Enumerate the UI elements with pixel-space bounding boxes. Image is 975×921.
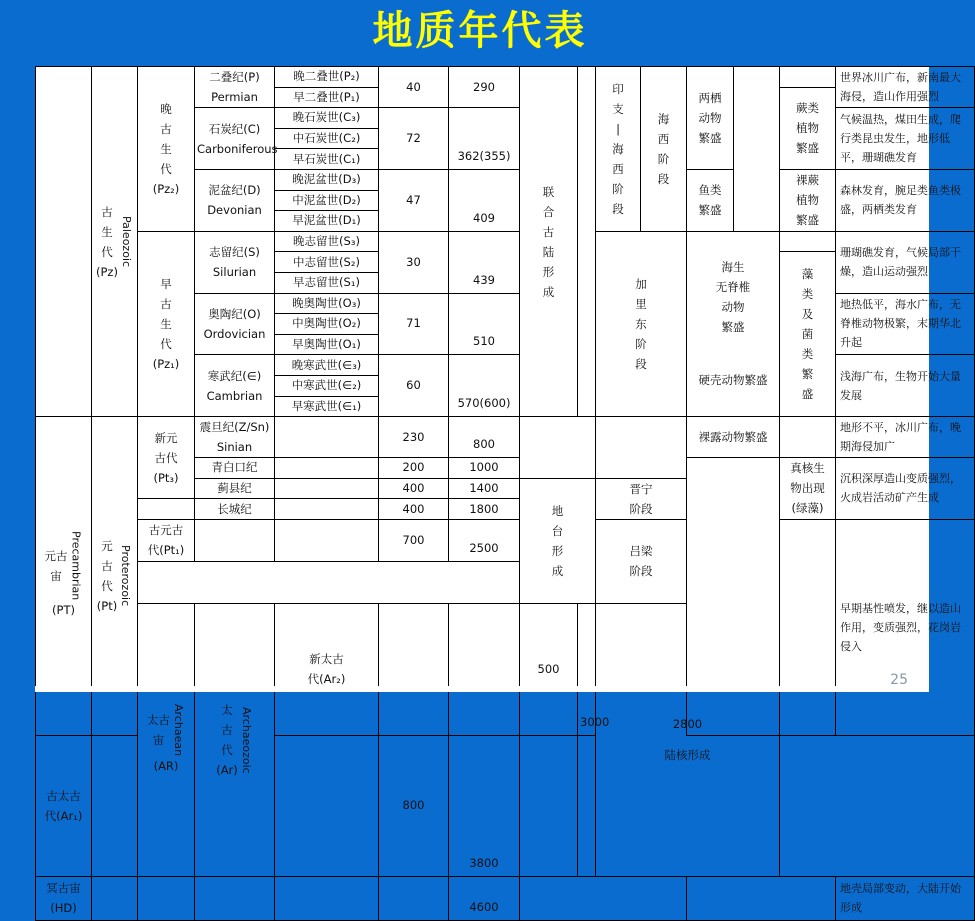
desc-cambrian: 浅海广布，生物开始大量发展 [836,355,975,417]
eon-abbr-hadean: (HD) [50,901,77,916]
era-hadean-blank [92,876,138,920]
plant-cell-top [780,67,836,88]
era-archaeozoic [195,603,275,876]
geologic-time-table-container [35,66,961,916]
period-paleoproterozoic-blank [195,519,275,561]
plant-algae: 藻 类 及 菌 类 繁 盛 [780,252,836,417]
age-paleoproterozoic: 2500 [449,519,520,561]
tectonic-jinning: 晋宁 阶段 [596,478,687,519]
animal-naked: 裸露动物繁盛 [687,417,780,458]
sub-era-late-paleozoic: 晚 古 生 代 (Pz₂) [138,67,195,232]
desc-devonian: 森林发育，腕足类鱼类极盛，两栖类发育 [836,169,975,231]
duration-cambrian: 60 [379,355,449,417]
geologic-time-table [35,66,975,921]
slide-title: 地质年代表 [372,8,588,54]
sub-era-hadean-blank [138,876,195,920]
eon-label-proterozoic: 元古 宙 [44,548,68,583]
age-sinian: 800 [449,417,520,458]
epoch-c2: 中石炭世(C₂) [275,128,379,149]
eon-hadean [36,876,92,920]
period-jixian: 蓟县纪 [195,478,275,499]
desc-sinian: 地形不平，冰川广布，晚期海侵加广 [836,417,975,458]
tectonic-caledonian: 加 里 东 阶 段 [596,231,687,416]
era-label-proterozoic: 元 古 代 (Pt) [96,538,118,613]
epoch-d3: 晚泥盆世(D₃) [275,169,379,190]
eon-archaean [138,603,195,876]
period-hadean-blank [195,876,275,920]
life-hadean-blank [687,876,836,920]
age-ordovician: 510 [449,293,520,355]
epoch-d1: 早泥盆世(D₁) [275,211,379,232]
sub-era-paleoarchean: 古太古 代(Ar₁) [36,735,92,876]
sub-era-early-paleozoic: 早 古 生 代 (Pz₁) [138,231,195,416]
period-changcheng: 长城纪 [195,499,275,520]
epoch-c3: 晚石炭世(C₃) [275,108,379,129]
era-latin-proterozoic: Proterozoic [119,545,133,607]
duration-jixian: 400 [379,478,449,499]
animal-invertebrates: 海生 无脊椎 动物 繁盛 [715,260,751,335]
tectonic-luliang: 吕梁 阶段 [596,519,687,603]
epoch-qingbaikou-blank [275,458,379,479]
sub-era-mesoproterozoic-lower [138,499,195,520]
epoch-p2: 晚二叠世(P₂) [275,67,379,88]
page-number: 25 [890,672,908,688]
sub-era-neoarchean: 新太古 代(Ar₂) [275,603,379,735]
plant-psilophytes: 裸蕨 植物 繁盛 [780,169,836,231]
eon-label-hadean: 冥古宙 [46,881,81,896]
tectonic-nucleus-age: 2800 [672,716,703,731]
eon-latin-proterozoic: Precambrian [69,531,83,601]
age-paleoarchean: 3800 [449,735,520,876]
desc-hadean: 地壳局部变动，大陆开始形成 [836,876,975,920]
plant-eukaryotes: 真核生 物出现 (绿藻) [780,458,836,520]
epoch-changcheng-blank [275,499,379,520]
sub-era-paleoproterozoic: 古元古 代(Pt₁) [138,519,195,561]
tectonic-pangea: 联 合 古 陆 形 成 [520,67,578,417]
age-jixian: 1400 [449,478,520,499]
epoch-s1: 早志留世(S₁) [275,272,379,293]
tectonic-hadean-blank [520,876,687,920]
table-bottom-strip [35,686,929,692]
tectonic-variscan: 海 西 阶 段 [641,67,687,232]
animal-amphibians: 两栖 动物 繁盛 [687,67,734,170]
epoch-neoarchean-blank [449,603,520,735]
period-silurian: 志留纪(S) Silurian [195,231,275,293]
eon-abbr-archaean: (AR) [153,758,179,773]
duration-neoarchean: 500 [520,603,578,735]
epoch-jixian-blank [275,478,379,499]
desc-permian: 世界冰川广布，新南最大海侵，造山作用强烈 [836,67,975,108]
epoch-e3: 晚寒武世(∈₃) [275,355,379,376]
sub-era-neoproterozoic: 新元 古代 (Pt₃) [138,417,195,499]
tectonic-indosinian-variscan: 印 支 | 海 西 阶 段 [596,67,641,232]
animal-fishes: 鱼类 繁盛 [687,169,734,231]
animal-shelled: 硬壳动物繁盛 [698,373,768,388]
period-carboniferous: 石炭纪(C) Carboniferous [195,108,275,170]
epoch-o1: 早奥陶世(O₁) [275,334,379,355]
epoch-e1: 早寒武世(∈₁) [275,396,379,417]
era-label-paleozoic: 古 生 代 (Pz) [96,204,118,279]
period-cambrian: 寒武纪(∈) Cambrian [195,355,275,417]
period-paleoarchean-blank [92,735,138,876]
tectonic-nucleus: 陆核形成 [664,747,711,762]
table-row [36,231,975,252]
age-devonian: 409 [449,169,520,231]
plant-gap-mid [780,519,836,735]
epoch-paleoarchean-blank [275,735,379,876]
tectonic-platform: 地 台 形 成 [520,478,596,603]
plant-gap-lower [780,417,836,458]
table-row [36,417,975,458]
eon-latin-archaean: Archaean [172,703,185,756]
tectonic-nucleus-cell [596,603,780,876]
age-changcheng: 1800 [449,499,520,520]
epoch-o3: 晚奥陶世(O₃) [275,293,379,314]
epoch-s3: 晚志留世(S₃) [275,231,379,252]
table-row [36,876,975,920]
epoch-o2: 中奥陶世(O₂) [275,314,379,335]
duration-paleoarchean: 800 [379,735,449,876]
epoch-paleoproterozoic-blank [275,519,379,561]
age-hadean: 4600 [449,876,520,920]
age-permian: 290 [449,67,520,108]
period-ordovician: 奥陶纪(O) Ordovician [195,293,275,355]
epoch-e2: 中寒武世(∈₂) [275,375,379,396]
period-devonian: 泥盆纪(D) Devonian [195,169,275,231]
desc-archean-lower [520,735,578,876]
animal-invertebrates-cell [687,231,780,416]
epoch-hadean-blank [275,876,379,920]
desc-proterozoic: 沉积深厚造山变质强烈，火成岩活动矿产生成 [836,458,975,520]
eon-abbr-proterozoic: (PT) [52,603,75,618]
era-cell-paleozoic [92,67,138,417]
desc-ordovician: 地热低平，海水广布，无脊椎动物极繁，末期华北升起 [836,293,975,355]
animal-column-gap [734,67,780,232]
plant-gap [780,231,836,252]
age-cambrian: 570(600) [449,355,520,417]
desc-silurian: 珊瑚礁发育，气候局部干燥，造山运动强烈 [836,231,975,293]
duration-sinian: 230 [379,417,449,458]
table-row [36,519,975,561]
duration-ordovician: 71 [379,293,449,355]
eon-label-archaean: 太古 宙 [147,712,170,747]
period-sinian: 震旦纪(Z/Sn) Sinian [195,417,275,458]
plant-ferns: 蕨类 植物 繁盛 [780,87,836,169]
eon-cell-phanerozoic [36,67,92,417]
duration-permian: 40 [379,67,449,108]
age-carboniferous: 362(355) [449,108,520,170]
era-latin-archaeozoic: Archaeozoic [239,706,253,774]
duration-hadean-blank [379,876,449,920]
age-neoarchean: 3000 [578,603,596,735]
duration-carboniferous: 72 [379,108,449,170]
duration-changcheng: 400 [379,499,449,520]
epoch-p1: 早二叠世(P₁) [275,87,379,108]
period-permian: 二叠纪(P) Permian [195,67,275,108]
epoch-c1: 早石炭世(C₁) [275,149,379,170]
era-label-archaeozoic: 太 古 代 (Ar) [216,702,238,777]
duration-devonian: 47 [379,169,449,231]
epoch-s2: 中志留世(S₂) [275,252,379,273]
tectonic-gap-lower-right [596,417,687,479]
age-silurian: 439 [449,231,520,293]
duration-qingbaikou: 200 [379,458,449,479]
table-row [36,67,975,88]
era-latin-paleozoic: Paleozoic [119,216,133,268]
period-neoarchean-blank [379,603,449,735]
period-qingbaikou: 青白口纪 [195,458,275,479]
epoch-d2: 中泥盆世(D₂) [275,190,379,211]
desc-archean: 早期基性喷发，继以造山作用，变质强烈，花岗岩侵入 [836,519,975,735]
tectonic-gap-lower [520,417,596,479]
duration-silurian: 30 [379,231,449,293]
tectonic-gap [578,67,596,417]
duration-paleoproterozoic: 700 [379,519,449,561]
desc-carboniferous: 气候温热，煤田生成，爬行类昆虫发生，地形低平，珊瑚礁发育 [836,108,975,170]
epoch-sinian-blank [275,417,379,458]
age-qingbaikou: 1000 [449,458,520,479]
